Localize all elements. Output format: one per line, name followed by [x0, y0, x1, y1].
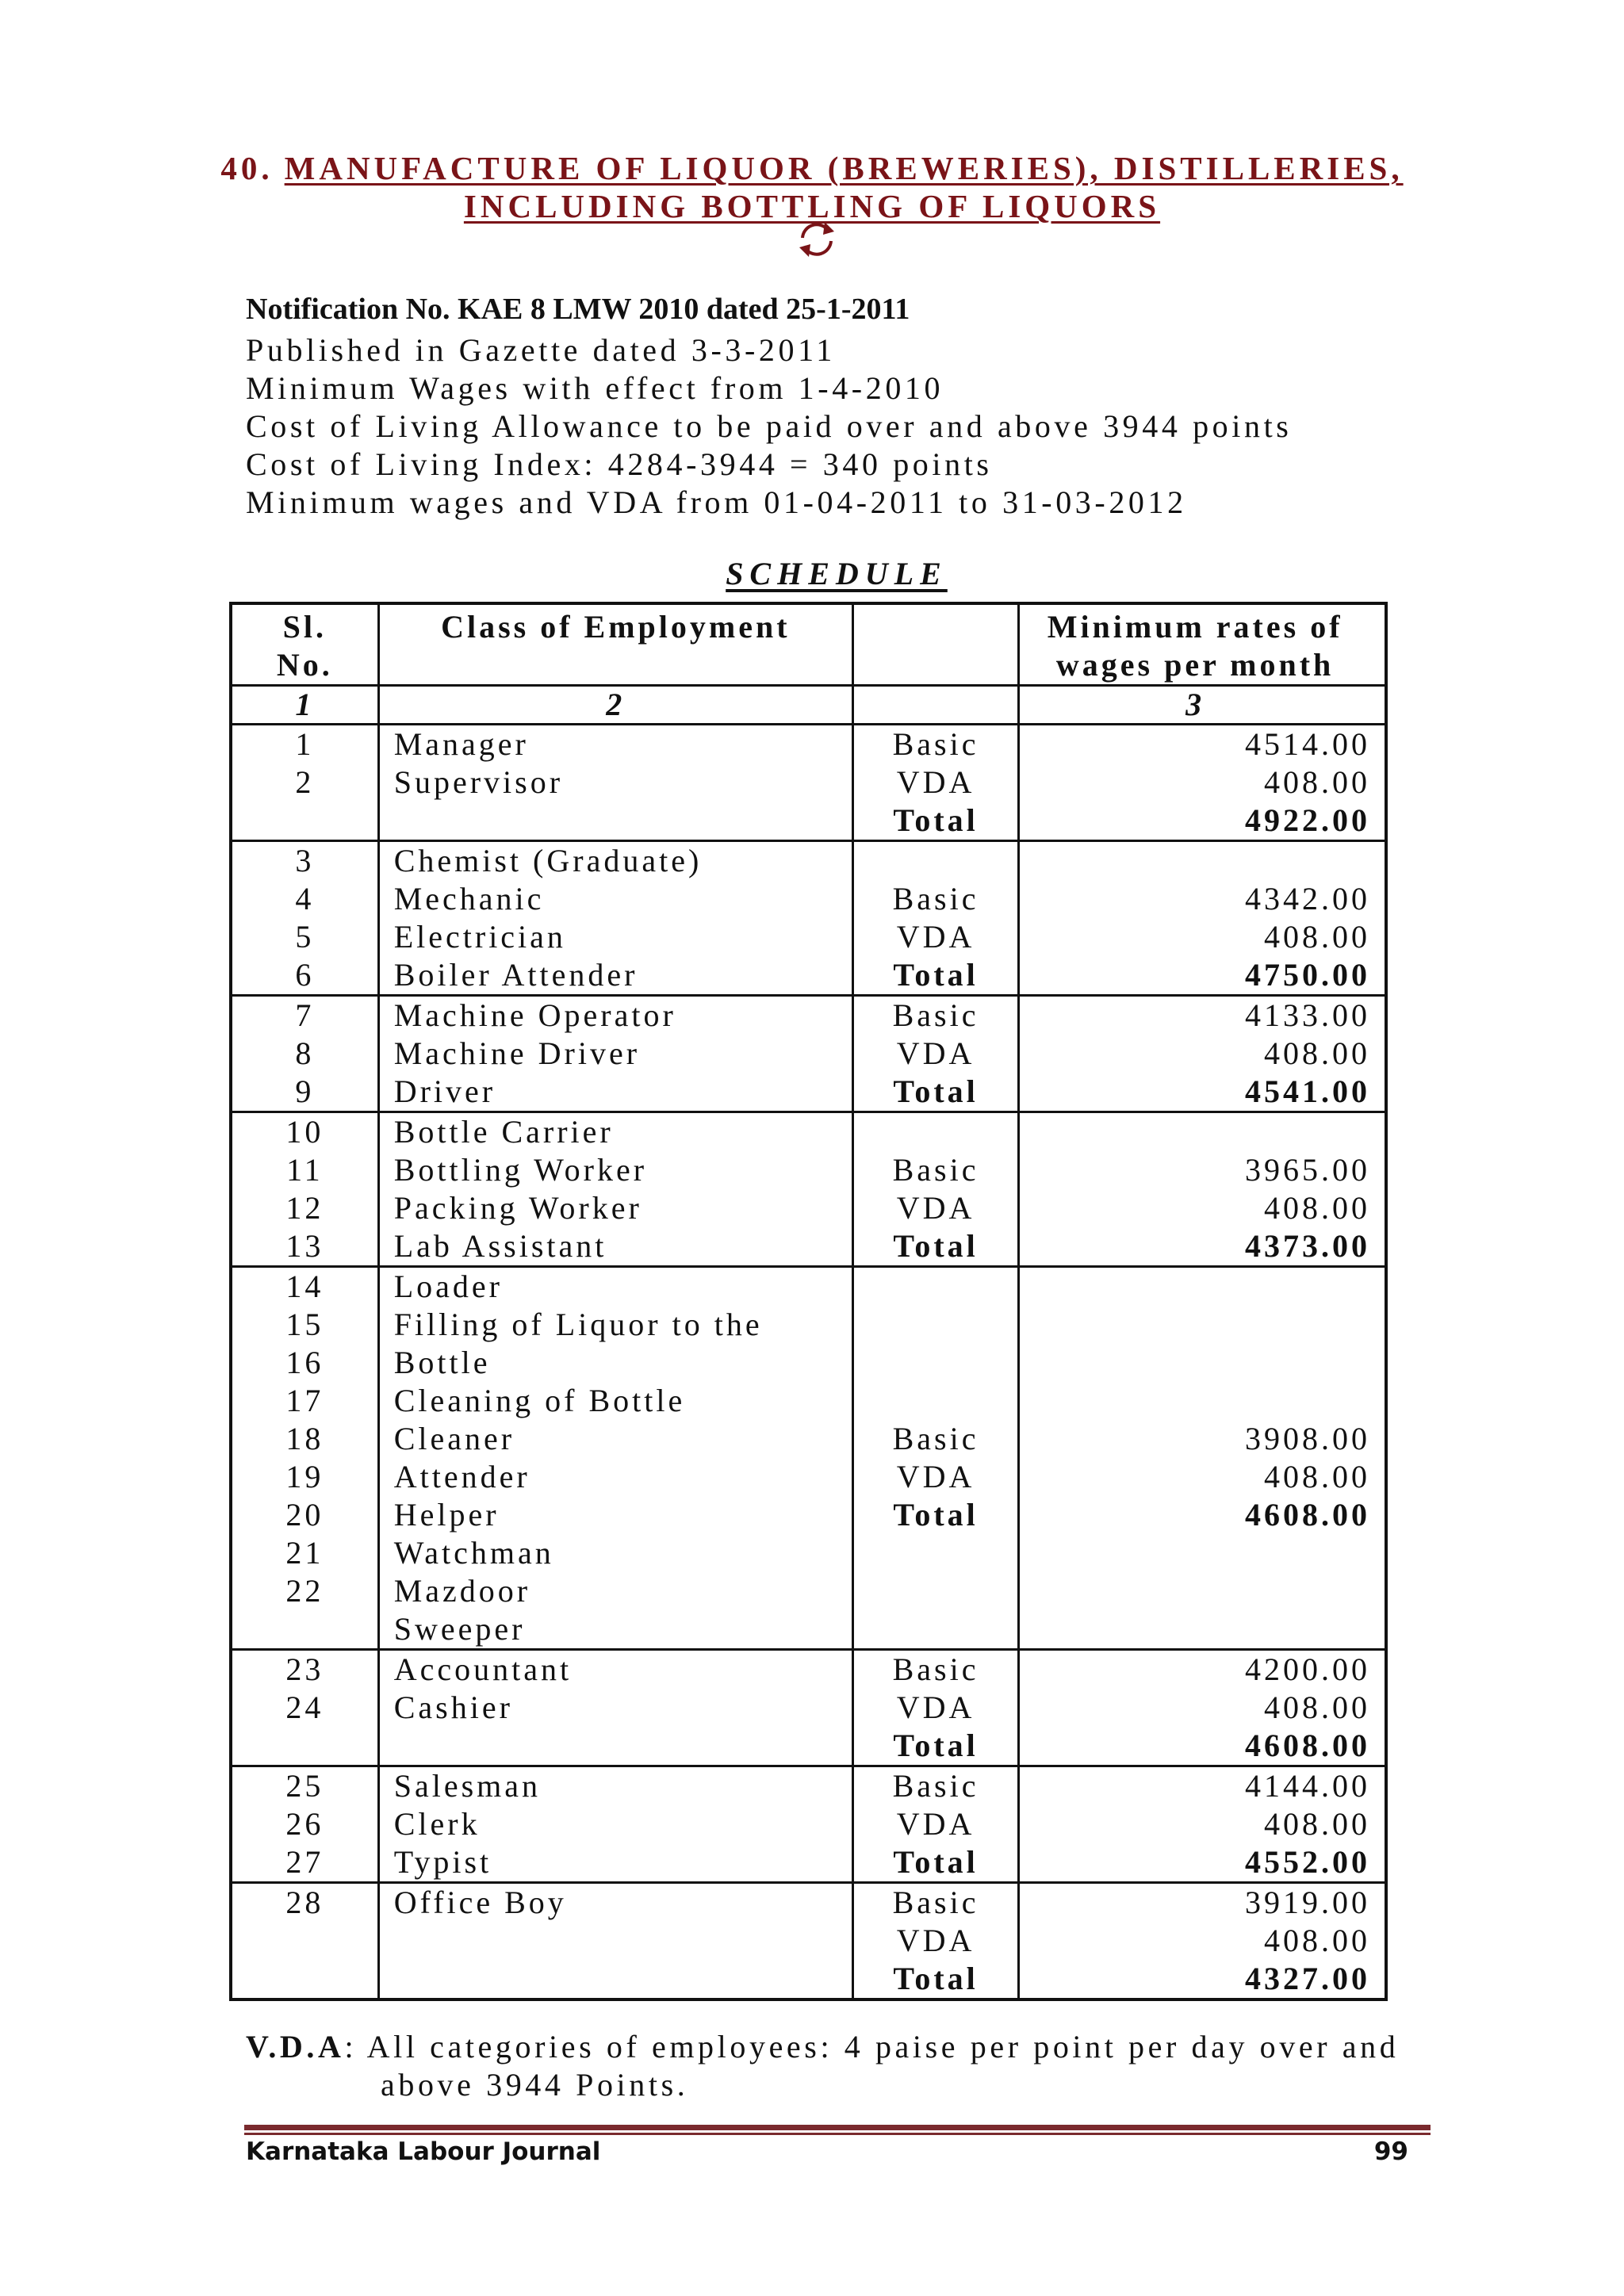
- employment-class: [394, 1922, 852, 1960]
- total-label: Total: [893, 1728, 979, 1763]
- column-index: 1: [231, 686, 378, 725]
- employment-class-cell: [378, 1267, 852, 1650]
- wage-amount-cell: [1019, 1112, 1386, 1267]
- footer-rule-thin: [244, 2133, 1431, 2135]
- employment-class: Cleaning of Bottle: [393, 1383, 686, 1418]
- sl-no: 25: [285, 1768, 324, 1804]
- sl-no-cell: [231, 725, 378, 841]
- total-label: Total: [893, 802, 979, 838]
- wage-amount: 408.00: [1264, 1459, 1370, 1494]
- wage-amount: 408.00: [1264, 1190, 1370, 1226]
- employment-class: Driver: [393, 1073, 496, 1109]
- wage-amount-cell: [1019, 841, 1386, 996]
- sl-no: 26: [285, 1806, 324, 1842]
- total-amount: 4541.00: [1245, 1073, 1370, 1109]
- employment-class: Cashier: [393, 1689, 513, 1725]
- employment-class-cell: [378, 1650, 852, 1766]
- wage-amount-cell: [1019, 1766, 1386, 1883]
- employment-class: [394, 1727, 852, 1765]
- wage-amount-cell: [1019, 1883, 1386, 2000]
- employment-class: Machine Operator: [393, 997, 676, 1033]
- wage-amount: 408.00: [1264, 1923, 1370, 1958]
- wage-amount: 408.00: [1264, 764, 1370, 800]
- employment-class: Electrician: [393, 919, 566, 955]
- employment-class-cell: [378, 841, 852, 996]
- total-amount: 4608.00: [1245, 1497, 1370, 1533]
- wage-amount: 4144.00: [1245, 1768, 1370, 1804]
- column-index: 2: [378, 686, 852, 725]
- table-row-group: [231, 1267, 1386, 1650]
- total-amount: 4750.00: [1245, 957, 1370, 993]
- total-amount: 4373.00: [1245, 1228, 1370, 1264]
- total-label: Total: [893, 957, 979, 993]
- wage-component: Basic: [892, 1885, 979, 1920]
- table-header-row: [231, 603, 1386, 686]
- sl-no: 10: [285, 1114, 324, 1150]
- sl-no: 8: [295, 1035, 315, 1071]
- employment-class: Supervisor: [393, 764, 564, 800]
- total-amount: 4608.00: [1245, 1728, 1370, 1763]
- total-label: Total: [893, 1073, 979, 1109]
- sl-no-cell: [231, 1650, 378, 1766]
- cycle-arrows-icon: [793, 216, 841, 263]
- employment-class: Lab Assistant: [393, 1228, 607, 1264]
- sl-no: 1: [295, 726, 315, 762]
- employment-class: Manager: [393, 726, 529, 762]
- total-label: Total: [893, 1497, 979, 1533]
- sl-no-cell: [231, 1883, 378, 2000]
- employment-class: Filling of Liquor to the: [393, 1307, 763, 1342]
- sl-no: 12: [285, 1190, 324, 1226]
- wage-amount: 408.00: [1264, 1035, 1370, 1071]
- employment-class: Cleaner: [393, 1421, 515, 1456]
- total-label: Total: [893, 1228, 979, 1264]
- employment-class-cell: [378, 996, 852, 1112]
- employment-class: Clerk: [393, 1806, 481, 1842]
- sl-no: 17: [285, 1383, 324, 1418]
- table-row-group: [231, 1883, 1386, 2000]
- wage-component-cell: [852, 1883, 1018, 2000]
- vda-text-line-1: : All categories of employees: 4 paise per point per day over and: [344, 2029, 1400, 2064]
- wage-component: VDA: [896, 1190, 975, 1226]
- employment-class: Helper: [393, 1497, 500, 1533]
- wage-component: Basic: [892, 1651, 979, 1687]
- employment-class: Boiler Attender: [393, 957, 638, 993]
- wage-amount: 4514.00: [1245, 726, 1370, 762]
- wage-amount: 408.00: [1264, 1689, 1370, 1725]
- column-index-row: [231, 686, 1386, 725]
- employment-class: Office Boy: [393, 1885, 567, 1920]
- employment-class: Machine Driver: [393, 1035, 641, 1071]
- sl-no: 22: [285, 1573, 324, 1609]
- employment-class: Attender: [393, 1459, 530, 1494]
- sl-no: 9: [295, 1073, 315, 1109]
- page-title: [0, 149, 1624, 225]
- sl-no: 28: [285, 1885, 324, 1920]
- employment-class-cell: [378, 1766, 852, 1883]
- footer-rule: [244, 2125, 1431, 2130]
- wage-component: VDA: [896, 1689, 975, 1725]
- sl-no: 15: [285, 1307, 324, 1342]
- wage-amount: 3919.00: [1245, 1885, 1370, 1920]
- sl-no: 7: [295, 997, 315, 1033]
- schedule-heading: SCHEDULE: [726, 556, 948, 591]
- table-row-group: [231, 1766, 1386, 1883]
- employment-class-cell: [378, 725, 852, 841]
- table-row-group: [231, 841, 1386, 996]
- info-line: Minimum wages and VDA from 01-04-2011 to 31-03-2012: [246, 484, 1187, 520]
- employment-class: Loader: [393, 1269, 503, 1304]
- sl-no: 14: [285, 1269, 324, 1304]
- table-row-group: [231, 996, 1386, 1112]
- wage-component: Basic: [892, 1421, 979, 1456]
- sl-no: 24: [285, 1689, 324, 1725]
- vda-label: V.D.A: [246, 2029, 345, 2064]
- wage-amount: 3965.00: [1245, 1152, 1370, 1188]
- employment-class: Chemist (Graduate): [393, 843, 703, 878]
- wage-schedule-table: [229, 602, 1388, 2001]
- wage-amount-cell: [1019, 1267, 1386, 1650]
- sl-no: 11: [286, 1152, 324, 1188]
- table-row-group: [231, 1112, 1386, 1267]
- wage-amount: 4133.00: [1245, 997, 1370, 1033]
- sl-no: 6: [295, 957, 315, 993]
- employment-class: Accountant: [393, 1651, 573, 1687]
- employment-class: Salesman: [393, 1768, 542, 1804]
- employment-class: Bottle Carrier: [393, 1114, 614, 1150]
- wage-amount: 408.00: [1264, 919, 1370, 955]
- wage-amount: 408.00: [1264, 1806, 1370, 1842]
- header-component: [852, 603, 1018, 686]
- wage-component: Basic: [892, 881, 979, 916]
- table-row-group: [231, 1650, 1386, 1766]
- sl-no-cell: [231, 1766, 378, 1883]
- header-class-of-employment: Class of Employment: [378, 603, 852, 686]
- info-block: [246, 331, 1292, 522]
- sl-no-cell: [231, 1267, 378, 1650]
- info-line: Published in Gazette dated 3-3-2011: [246, 332, 836, 368]
- sl-no-cell: [231, 996, 378, 1112]
- info-line: Cost of Living Index: 4284-3944 = 340 points: [246, 446, 993, 482]
- sl-no: 19: [285, 1459, 324, 1494]
- sl-no: 16: [285, 1345, 324, 1380]
- sl-no-cell: [231, 841, 378, 996]
- wage-amount-cell: [1019, 1650, 1386, 1766]
- wage-component: Basic: [892, 726, 979, 762]
- sl-no: 2: [295, 764, 315, 800]
- wage-component: VDA: [896, 1035, 975, 1071]
- title-line-1: MANUFACTURE OF LIQUOR (BREWERIES), DISTILLERIES,: [284, 150, 1404, 186]
- table-row-group: [231, 725, 1386, 841]
- wage-component: Basic: [892, 1768, 979, 1804]
- employment-class: Typist: [393, 1844, 492, 1880]
- sl-no: 13: [285, 1228, 324, 1264]
- wage-amount: 4342.00: [1245, 881, 1370, 916]
- wage-component: VDA: [896, 764, 975, 800]
- wage-component-cell: [852, 1650, 1018, 1766]
- journal-name: Karnataka Labour Journal: [246, 2137, 601, 2166]
- column-index: [852, 686, 1018, 725]
- info-line: Minimum Wages with effect from 1-4-2010: [246, 370, 944, 406]
- total-amount: 4327.00: [1245, 1961, 1370, 1996]
- sl-no-cell: [231, 1112, 378, 1267]
- sl-no: 27: [285, 1844, 324, 1880]
- sl-no: [232, 1610, 377, 1648]
- column-index: 3: [1019, 686, 1386, 725]
- wage-component: Basic: [892, 1152, 979, 1188]
- wage-component: VDA: [896, 1923, 975, 1958]
- vda-text-line-2: above 3944 Points.: [381, 2067, 689, 2103]
- sl-no: 20: [285, 1497, 324, 1533]
- employment-class: Bottling Worker: [393, 1152, 648, 1188]
- title-line-2: INCLUDING BOTTLING OF LIQUORS: [463, 188, 1161, 224]
- employment-class: [394, 1960, 852, 1998]
- wage-component-cell: [852, 1112, 1018, 1267]
- employment-class-cell: [378, 1883, 852, 2000]
- employment-class-cell: [378, 1112, 852, 1267]
- wage-component-cell: [852, 725, 1018, 841]
- employment-class: Bottle: [393, 1345, 491, 1380]
- page-number: 99: [1373, 2137, 1408, 2166]
- vda-note: [246, 2028, 1435, 2104]
- sl-no: 18: [285, 1421, 324, 1456]
- sl-no: [232, 1727, 377, 1765]
- wage-component-cell: [852, 996, 1018, 1112]
- sl-no: [232, 1960, 377, 1998]
- wage-component: VDA: [896, 919, 975, 955]
- wage-component: VDA: [896, 1806, 975, 1842]
- wage-amount: 4200.00: [1245, 1651, 1370, 1687]
- sl-no: 3: [295, 843, 315, 878]
- wage-amount-cell: [1019, 725, 1386, 841]
- sl-no: [232, 1922, 377, 1960]
- info-line: Cost of Living Allowance to be paid over and above 3944 points: [246, 408, 1293, 444]
- wage-amount-cell: [1019, 996, 1386, 1112]
- wage-component-cell: [852, 1766, 1018, 1883]
- wage-component: VDA: [896, 1459, 975, 1494]
- employment-class: Mechanic: [393, 881, 545, 916]
- total-label: Total: [893, 1844, 979, 1880]
- header-sl-no: Sl. No.: [231, 603, 378, 686]
- total-label: Total: [893, 1961, 979, 1996]
- section-number: 40.: [220, 150, 274, 186]
- sl-no: 21: [285, 1535, 324, 1571]
- wage-component-cell: [852, 1267, 1018, 1650]
- wage-component-cell: [852, 841, 1018, 996]
- sl-no: 4: [295, 881, 315, 916]
- employment-class: Mazdoor: [393, 1573, 531, 1609]
- wage-amount: 3908.00: [1245, 1421, 1370, 1456]
- header-minimum-rates: Minimum rates of wages per month: [1019, 603, 1386, 686]
- sl-no: 5: [295, 919, 315, 955]
- notification-line: Notification No. KAE 8 LMW 2010 dated 25-1-2011: [246, 293, 910, 326]
- employment-class: Sweeper: [393, 1611, 526, 1647]
- sl-no: 23: [285, 1651, 324, 1687]
- total-amount: 4922.00: [1245, 802, 1370, 838]
- total-amount: 4552.00: [1245, 1844, 1370, 1880]
- wage-component: Basic: [892, 997, 979, 1033]
- employment-class: Packing Worker: [393, 1190, 642, 1226]
- employment-class: Watchman: [393, 1535, 554, 1571]
